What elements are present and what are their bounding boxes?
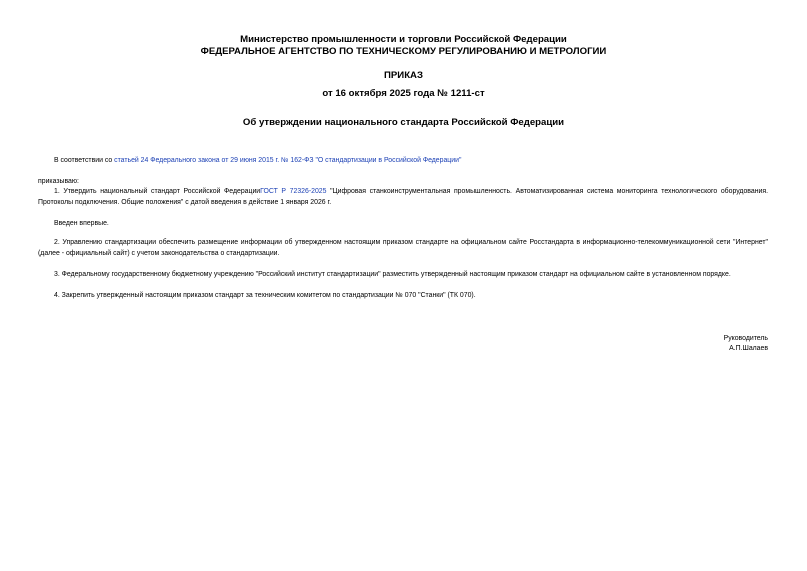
item-4-paragraph: 4. Закрепить утвержденный настоящим приказом стандарт за техническим комитетом по стандартизации № 070 "Станки" (ТК 070). — [54, 292, 476, 299]
order-word: приказываю: — [38, 178, 79, 185]
introduced-note: Введен впервые. — [54, 220, 109, 227]
item-1-text: 1. Утвердить национальный стандарт Российской Федерации — [54, 188, 261, 195]
document-title: Об утверждении национального стандарта Российской Федерации — [242, 117, 565, 128]
ministry-heading: Министерство промышленности и торговли Российской Федерации — [240, 34, 567, 45]
signatory-position: Руководитель — [723, 335, 768, 342]
preamble-text: В соответствии со — [54, 157, 115, 164]
item-1-rest: "Цифровая станкоинструментальная промышленность. Автоматизированная система мониторинга технологического оборудования. Протоколы подключения. Общие положения" с датой введения в действие 1 января 2026 г. — [38, 188, 768, 206]
preamble-paragraph — [38, 155, 768, 166]
document-type: ПРИКАЗ — [384, 70, 423, 81]
agency-heading: ФЕДЕРАЛЬНОЕ АГЕНТСТВО ПО ТЕХНИЧЕСКОМУ РЕГУЛИРОВАНИЮ И МЕТРОЛОГИИ — [200, 46, 607, 57]
signatory-name: А.П.Шалаев — [729, 345, 768, 352]
item-3-paragraph: 3. Федеральному государственному бюджетному учреждению "Российский институт стандартизации" разместить утвержденный настоящим приказом стандарт на официальном сайте в установленном порядке. — [54, 271, 731, 278]
item-2-paragraph: 2. Управлению стандартизации обеспечить размещение информации об утвержденном настоящим приказом стандарте на официальном сайте Росстандарта в информационно-телекоммуникационной сети "Интернет" (далее - официальный сайт) с учетом законодательства о стандартизации. — [38, 239, 768, 257]
law-link[interactable]: статьей 24 Федерального закона от 29 июня 2015 г. № 162-ФЗ "О стандартизации в Российской Федерации" — [114, 157, 462, 164]
gost-link[interactable]: ГОСТ Р 72326-2025 — [260, 188, 327, 195]
date-and-number: от 16 октября 2025 года № 1211-ст — [322, 88, 485, 99]
item-1-paragraph — [38, 186, 768, 208]
